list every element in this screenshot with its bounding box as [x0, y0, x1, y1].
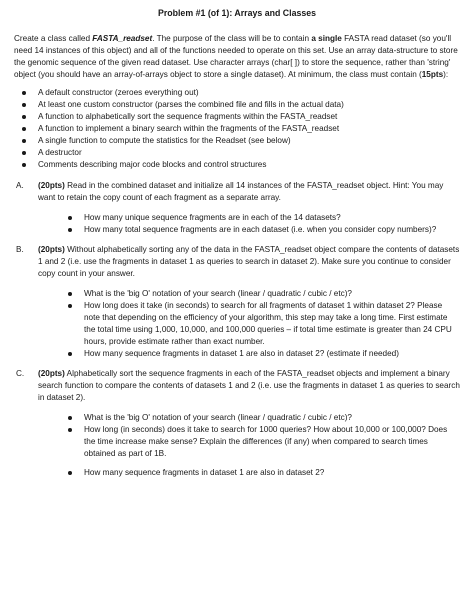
list-item: How long (in seconds) does it take to search for 1000 queries? How about 10,000 or 100,000? Does the time increase make sense? Explain the differences (if any) when compared to search times obtained as part of 1B. [60, 424, 460, 460]
question-label: C. [16, 369, 25, 378]
question-a-items [38, 212, 460, 236]
list-item: A function to alphabetically sort the sequence fragments within the FASTA_readset [14, 111, 460, 123]
list-item: A default constructor (zeroes everything out) [14, 87, 460, 99]
list-item: How long does it take (in seconds) to search for all fragments of dataset 1 within dataset 2? Please note that depending on the efficiency of your algorithm, this step may take a long time. First estimate the total time using 1,000, 10,000, and 100,000 queries – if total time estimate is greater than 24 CPU hours, provide estimate rather than exact number. [60, 300, 460, 348]
list-item: At least one custom constructor (parses the combined file and fills in the actual data) [14, 99, 460, 111]
question-b-items [38, 288, 460, 360]
list-item: A destructor [14, 147, 460, 159]
points-label: 15pts [421, 70, 444, 79]
question-c [14, 368, 460, 479]
page-title: Problem #1 (of 1): Arrays and Classes [157, 8, 317, 18]
question-label: B. [16, 245, 24, 254]
emphasis-single: a single [311, 34, 342, 43]
list-item: How many unique sequence fragments are in each of the 14 datasets? [60, 212, 460, 224]
question-text: Read in the combined dataset and initialize all 14 instances of the FASTA_readset object. Hint: You may want to retain the copy count of each fragment as a separate array. [38, 181, 444, 202]
intro-text: . The purpose of the class will be to contain [152, 34, 312, 43]
intro-text: ): [443, 70, 449, 79]
list-item: A function to implement a binary search within the fragments of the FASTA_readset [14, 123, 460, 135]
requirements-list [14, 87, 460, 171]
list-item: How many total sequence fragments are in each dataset (i.e. when you consider copy numbers)? [60, 224, 460, 236]
list-item: What is the 'big O' notation of your search (linear / quadratic / cubic / etc)? [60, 288, 460, 300]
list-item: How many sequence fragments in dataset 1 are also in dataset 2? [60, 467, 460, 479]
question-text: Without alphabetically sorting any of the data in the FASTA_readset object compare the contents of datasets 1 and 2 (i.e. use the fragments in dataset 1 as queries to search in dataset 2). Make sure you continue to consider copy count in your answer. [38, 245, 460, 278]
intro-text: Create a class called [14, 34, 93, 43]
question-points: (20pts) [38, 181, 65, 190]
question-a [14, 180, 460, 236]
question-c-items [38, 412, 460, 479]
intro-text: FASTA read dataset (so you'll need 14 instances of this object) and all of the functions needed to operate on this set. Use an array data-structure to store the genomic sequence of the given read dataset. Use character arrays (char[ ]) to store the sequence, rather than 'string' object (you should have an array-of-arrays object to store a single dataset). At minimum, the class must contain ( [14, 34, 458, 79]
question-points: (20pts) [38, 369, 65, 378]
question-text: Alphabetically sort the sequence fragments in each of the FASTA_readset objects and implement a binary search function to compare the contents of datasets 1 and 2 (i.e. use the fragments in dataset 1 as queries to search in dataset 2). [38, 369, 460, 402]
question-b [14, 244, 460, 360]
class-name: FASTA_readset [92, 34, 153, 43]
list-item: How many sequence fragments in dataset 1 are also in dataset 2? (estimate if needed) [60, 348, 460, 360]
question-points: (20pts) [38, 245, 65, 254]
list-item: Comments describing major code blocks and control structures [14, 159, 460, 171]
list-item: A single function to compute the statistics for the Readset (see below) [14, 135, 460, 147]
question-label: A. [16, 181, 24, 190]
list-item: What is the 'big O' notation of your search (linear / quadratic / cubic / etc)? [60, 412, 460, 424]
intro-paragraph [14, 33, 460, 81]
